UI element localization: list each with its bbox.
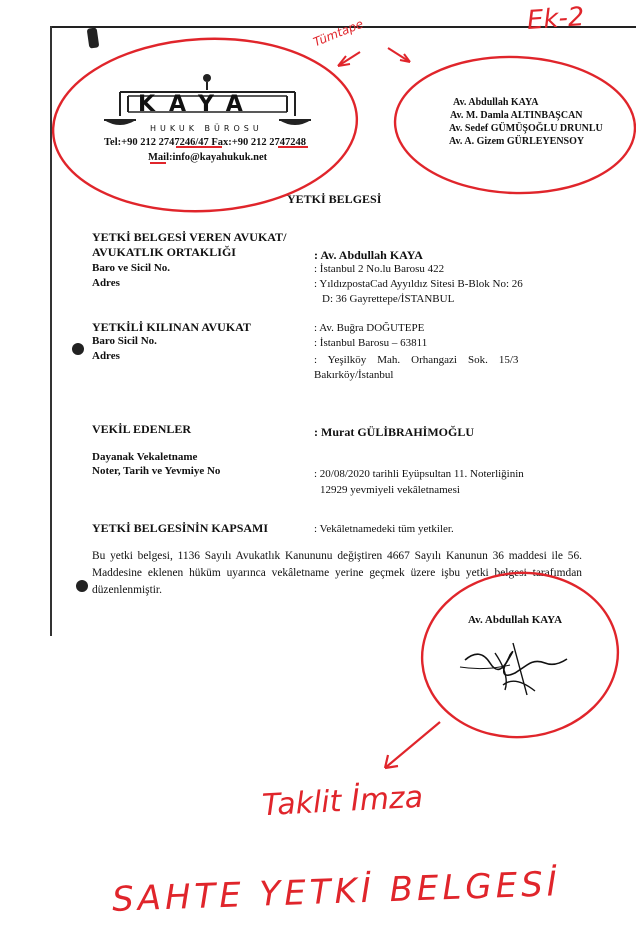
delegate-address-label: Adres bbox=[92, 350, 120, 362]
principal-heading: VEKİL EDENLER bbox=[92, 422, 192, 436]
scope-heading: YETKİ BELGESİNİN KAPSAMI bbox=[92, 521, 269, 535]
issuer-bar-label: Baro ve Sicil No. bbox=[92, 262, 171, 274]
scope-value: : Vekâletnamedeki tüm yetkiler. bbox=[314, 523, 454, 535]
ek-2-label: Ek-2 bbox=[526, 2, 586, 36]
document-title: YETKİ BELGESİ bbox=[287, 192, 382, 206]
principal-name: : Murat GÜLİBRAHİMOĞLU bbox=[314, 425, 474, 439]
partner-4: Av. A. Gizem GÜRLEYENSOY bbox=[449, 136, 585, 147]
body-paragraph: Bu yetki belgesi, 1136 Sayılı Avukatlık Kanununu değiştiren 4667 Sayılı Kanunun 36 maddesi ile 56. Maddesine eklenen hüküm uyarınca vekâletname yerine geçmek üzere işbu yetki belgesi tarafımdan düzenlenmiştir. bbox=[92, 550, 582, 596]
partner-1: Av. Abdullah KAYA bbox=[453, 97, 539, 108]
issuer-address-line2: D: 36 Gayrettepe/İSTANBUL bbox=[322, 293, 455, 305]
firm-logo-text: KAYA bbox=[138, 92, 257, 117]
issuer-name: : Av. Abdullah KAYA bbox=[314, 248, 423, 262]
principal-basis-value-1: : 20/08/2020 tarihli Eyüpsultan 11. Noterliğinin bbox=[314, 468, 524, 480]
principal-basis-value-2: 12929 yevmiyeli vekâletnamesi bbox=[320, 484, 460, 496]
fake-signature-label: Taklit İmza bbox=[261, 779, 424, 824]
issuer-bar-value: : İstanbul 2 No.lu Barosu 422 bbox=[314, 263, 445, 275]
issuer-address-line1: : YıldızpostaCad Ayyıldız Sitesi B-Blok No: 26 bbox=[314, 278, 523, 290]
arrow-label: Tümtape bbox=[311, 16, 366, 50]
delegate-bar-label: Baro Sicil No. bbox=[92, 335, 157, 347]
signatory-name: Av. Abdullah KAYA bbox=[468, 614, 563, 626]
delegate-bar-value: : İstanbul Barosu – 63811 bbox=[314, 337, 428, 349]
firm-contact: Tel:+90 212 2747246/47 Fax:+90 212 2747248 bbox=[104, 137, 307, 148]
issuer-heading-2: AVUKATLIK ORTAKLIĞI bbox=[92, 245, 236, 259]
firm-subtitle: HUKUK BÜROSU bbox=[150, 124, 263, 133]
delegate-address-line1: : Yeşilköy Mah. Orhangazi Sok. 15/3 bbox=[314, 354, 519, 366]
delegate-heading: YETKİLİ KILINAN AVUKAT bbox=[92, 320, 251, 334]
principal-basis-label: Dayanak Vekaletname bbox=[92, 451, 198, 463]
partner-3: Av. Sedef GÜMÜŞOĞLU DRUNLU bbox=[449, 123, 603, 134]
fake-document-label: SAHTE YETKİ BELGESİ bbox=[111, 864, 562, 920]
delegate-address-line2: Bakırköy/İstanbul bbox=[314, 369, 394, 381]
issuer-heading-1: YETKİ BELGESİ VEREN AVUKAT/ bbox=[92, 230, 287, 244]
delegate-name: : Av. Buğra DOĞUTEPE bbox=[314, 322, 425, 334]
partner-2: Av. M. Damla ALTINBAŞCAN bbox=[450, 110, 583, 121]
firm-mail: Mail:info@kayahukuk.net bbox=[148, 152, 268, 163]
issuer-address-label: Adres bbox=[92, 277, 120, 289]
principal-basis-label-2: Noter, Tarih ve Yevmiye No bbox=[92, 465, 221, 477]
